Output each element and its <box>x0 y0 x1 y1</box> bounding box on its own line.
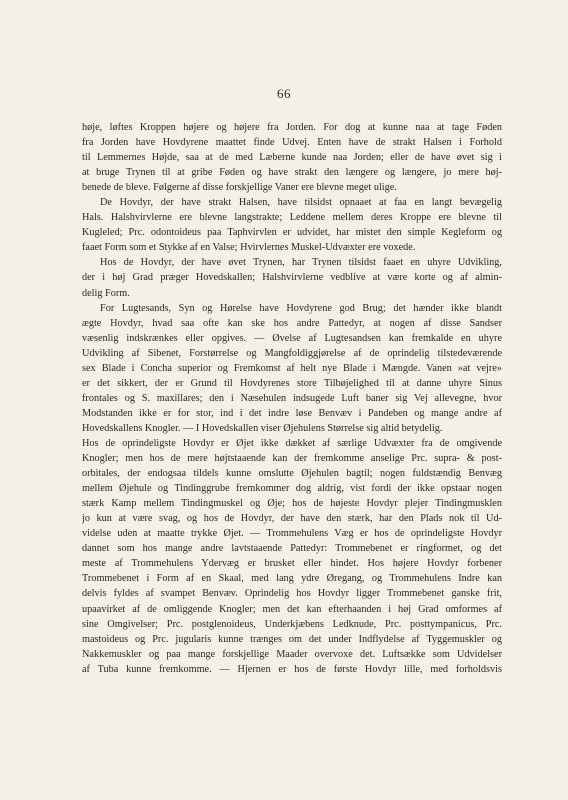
text-line: ægte Hovdyr, hvad saa ofte kan ske hos andre Pattedyr, at nogen af disse Sandser <box>82 317 502 329</box>
page-number: 66 <box>277 86 291 101</box>
text-line: stærk Kamp mellem Tindingmuskel og Øje; hos de højeste Hovdyr plejer Tindingmusklen <box>82 498 502 510</box>
text-line: Modstanden ikke er for stor, ind i det indre løse Benvæv i Pandeben og mange andre af <box>82 407 502 419</box>
text-line: upaavirket af de omliggende Knogler; men det kan efterhaanden i høj Grad omformes af <box>82 603 502 615</box>
text-line: af Tuba kunne fremkomme. — Hjernen er hos de første Hovdyr lille, med forholdsvis <box>82 663 502 675</box>
text-line: Kugleled; Prc. odontoideus paa Taphvirvlen er udvidet, har mistet den simple Kegleform og <box>82 227 502 239</box>
text-line: delig Form. <box>82 287 130 299</box>
text-line: væsenlig indskrænkes eller opgives. — Øvelse af Lugtesandsen kan fremkalde en uhyre <box>82 332 502 344</box>
text-line: For Lugtesands, Syn og Hørelse have Hovdyrene god Brug; det hænder ikke blandt <box>100 302 502 314</box>
text-line: orbitales, der endogsaa tildels kunne omslutte Øjehulen bagtil; nogen fuldstændig Benvæg <box>82 468 502 480</box>
text-line: Hos de oprindeligste Hovdyr er Øjet ikke dækket af særlige Udvæxter fra de omgivende <box>82 437 502 449</box>
text-line: Hovedskallens Knogler. — I Hovedskallen viser Øjehulens Størrelse sig altid betydelig. <box>82 422 443 434</box>
text-line: Trommebenet i Form af en Skaal, med lang ydre Øregang, og Trommehulens Indre kan <box>82 573 502 585</box>
text-line: sex Blade i Concha superior og Fremkomst af helt nye Blade i Mængde. Vanen »at vejre» <box>82 362 502 374</box>
body-text <box>82 120 502 677</box>
text-line: Nakkemuskler og paa mange forskjellige Maader overvoxe det. Luftsække som Udvidelser <box>82 648 502 660</box>
text-line: at bruge Trynen til at gribe Føden og have strakt den længere og længere, jo mere høj- <box>82 167 502 179</box>
text-line: sine Omgivelser; Prc. postglenoideus, Underkjæbens Ledknude, Prc. posttympanicus, Prc. <box>82 618 502 630</box>
text-line: benede de bleve. Følgerne af disse forskjellige Vaner ere blevne meget ulige. <box>82 182 397 194</box>
text-line: Udvikling af Sibenet, Forstørrelse og Mangfoldiggjørelse af de oprindelig tilstedeværende <box>82 347 502 359</box>
text-line: De Hovdyr, der have strakt Halsen, have tilsidst opnaaet at faa en langt bevægelig <box>100 197 502 209</box>
text-line: er det sikkert, der er Grund til Hovdyrenes store Tilbøjelighed til at danne uhyre Sinus <box>82 377 502 389</box>
text-line: mastoideus og Prc. jugularis kunne trænges om det under Indflydelse af Tyggemuskler og <box>82 633 502 645</box>
text-line: høje, løftes Kroppen højere og højere fra Jorden. For dog at kunne naa at tage Føden <box>82 122 502 133</box>
text-line: Hals. Halshvirvlerne ere blevne langstrakte; Leddene mellem deres Kroppe ere blevne til <box>82 212 502 224</box>
text-line: videlse uden at maatte trykke Øjet. — Trommehulens Væg er hos de oprindeligste Hovdyr <box>82 528 502 540</box>
text-line: fra Jorden have Hovdyrene maattet finde Udvej. Enten have de strakt Halsen i Forhold <box>82 137 502 149</box>
text-line: frontales og S. maxillares; den i Næsehulen indsugede Luft baner sig Vej allevegne, hvor <box>82 392 502 404</box>
text-line: der i høj Grad præger Hovedskallen; Halshvirvlerne vedblive at være korte og af almin- <box>82 272 502 284</box>
text-line: Knogler; men hos de mere højtstaaende kan der fremkomme anselige Prc. supra- & post- <box>82 453 502 465</box>
text-line: mellem Øjehule og Tindinggrube fremkommer dog aldrig, vist fordi der ikke opstaar nogen <box>82 483 502 495</box>
text-line: til Lemmernes Højde, saa at de med Læberne kunde naa Jorden; eller de have øvet sig i <box>82 152 502 164</box>
text-line: delvis fyldes af svampet Benvæv. Oprindelig hos Hovdyr ligger Trommebenet ganske frit, <box>82 588 502 600</box>
text-line: Hos de Hovdyr, der have øvet Trynen, har Trynen tilsidst faaet en uhyre Udvikling, <box>100 257 502 269</box>
text-line: faaet Form som et Stykke af en Valse; Hvirvlernes Muskel-Udvæxter ere voxede. <box>82 242 416 254</box>
text-line: dannet som hos mange andre lavtstaaende Pattedyr: Trommebenet er ringformet, og det <box>82 543 502 555</box>
text-line: meste af Trommehulens Ydervæg er brusket eller hindet. Hos højere Hovdyr forbener <box>82 558 502 570</box>
text-line: jo kun at være svag, og hos de Hovdyr, der have den stærk, har den Plads nok til Ud- <box>82 513 502 525</box>
